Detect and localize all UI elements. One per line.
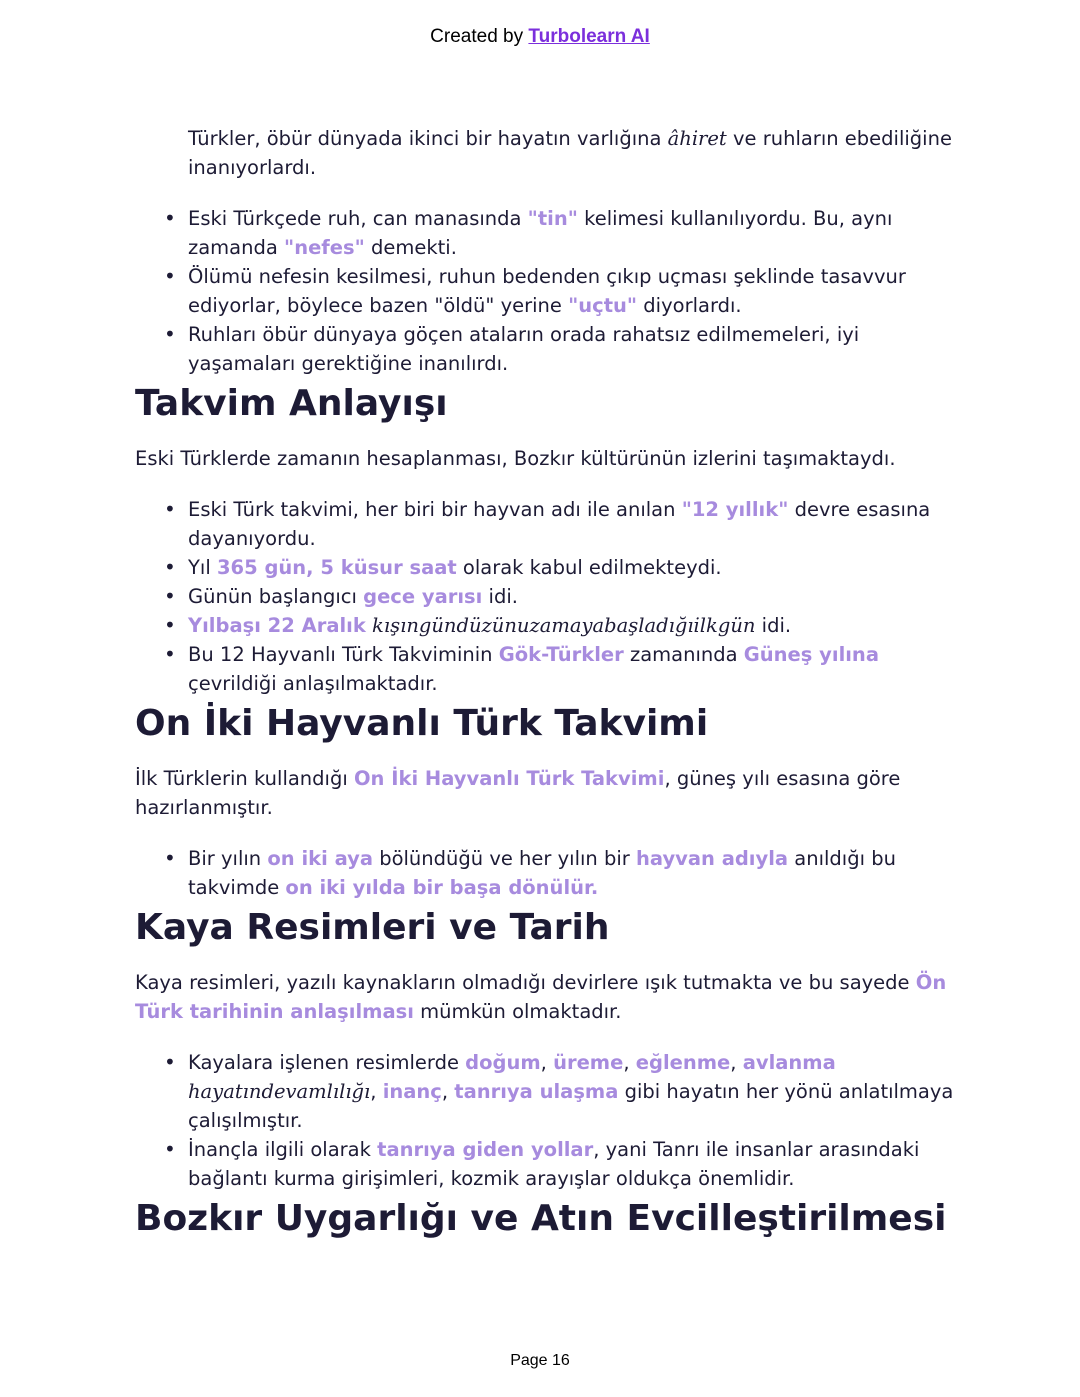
document-content: [135, 124, 955, 1259]
list-item: • Kayalara işlenen resimlerde doğum, üreme, eğlenme, avlanma hayatındevamlılığı, inanç, tanrıya ulaşma gibi hayatın her yönü anlatılmaya çalışılmıştır.: [188, 1048, 955, 1135]
list-item: • Eski Türk takvimi, her biri bir hayvan adı ile anılan "12 yıllık" devre esasına dayanıyordu.: [188, 495, 955, 553]
section-heading: Takvim Anlayışı: [135, 383, 448, 424]
section-heading: Kaya Resimleri ve Tarih: [135, 907, 610, 948]
highlight: 365 gün, 5 küsur saat: [216, 556, 457, 579]
section-paragraph: İlk Türklerin kullandığı On İki Hayvanlı Türk Takvimi, güneş yılı esasına göre hazırlanmıştır.: [135, 767, 901, 819]
section-list: [135, 495, 955, 698]
highlight: hayvan adıyla: [636, 847, 789, 870]
section-list: [135, 844, 955, 902]
list-item: • Günün başlangıcı gece yarısı idi.: [188, 582, 955, 611]
math-term: hayatındevamlılığı: [188, 1080, 371, 1103]
highlight: On İki Hayvanlı Türk Takvimi: [353, 767, 665, 790]
section-heading: On İki Hayvanlı Türk Takvimi: [135, 703, 709, 744]
highlight: tanrıya ulaşma: [454, 1080, 619, 1103]
turbolearn-link[interactable]: Turbolearn AI: [528, 26, 650, 47]
list-item: • İnançla ilgili olarak tanrıya giden yollar, yani Tanrı ile insanlar arasındaki bağlantı kurma girişimleri, kozmik arayışlar oldukça önemlidir.: [188, 1135, 955, 1193]
math-term: âhiret: [667, 127, 727, 150]
list-item: • Yılbaşı 22 Aralık kışıngündüzünuzamayabaşladığıilkgün idi.: [188, 611, 955, 640]
list-item: • Yıl 365 gün, 5 küsur saat olarak kabul edilmekteydi.: [188, 553, 955, 582]
section-list: [135, 1048, 955, 1193]
highlight: inanç: [382, 1080, 442, 1103]
highlight: "tin": [527, 207, 578, 230]
highlight: üreme: [553, 1051, 624, 1074]
page-header: [0, 26, 1080, 48]
section-heading: Bozkır Uygarlığı ve Atın Evcilleştirilmesi: [135, 1198, 947, 1239]
section-paragraph: Kaya resimleri, yazılı kaynakların olmadığı devirlere ışık tutmakta ve bu sayede Ön Türk tarihinin anlaşılması mümkün olmaktadır.: [135, 971, 947, 1023]
highlight: Ön Türk tarihinin anlaşılması: [135, 971, 947, 1023]
highlight: avlanma: [742, 1051, 836, 1074]
intro-list: [135, 204, 955, 378]
highlight: "uçtu": [568, 294, 638, 317]
list-item: • Eski Türkçede ruh, can manasında "tin" kelimesi kullanılıyordu. Bu, aynı zamanda "nefes" demekti.: [188, 204, 955, 262]
highlight: on iki aya: [267, 847, 373, 870]
intro-paragraph: Türkler, öbür dünyada ikinci bir hayatın varlığına âhiret ve ruhların ebediliğine inanıyorlardı.: [188, 127, 952, 179]
list-item: • Bir yılın on iki aya bölündüğü ve her yılın bir hayvan adıyla anıldığı bu takvimde on iki yılda bir başa dönülür.: [188, 844, 955, 902]
highlight: gece yarısı: [363, 585, 483, 608]
list-item: • Ruhları öbür dünyaya göçen ataların orada rahatsız edilmemeleri, iyi yaşamaları gerektiğine inanılırdı.: [188, 320, 955, 378]
highlight: on iki yılda bir başa dönülür.: [285, 876, 599, 899]
highlight: "12 yıllık": [681, 498, 789, 521]
highlight: Güneş yılına: [743, 643, 879, 666]
highlight: tanrıya giden yollar: [377, 1138, 594, 1161]
highlight: eğlenme: [635, 1051, 731, 1074]
page-number: Page 16: [510, 1352, 570, 1369]
header-prefix: Created by: [430, 26, 524, 47]
list-item: • Ölümü nefesin kesilmesi, ruhun bedenden çıkıp uçması şeklinde tasavvur ediyorlar, böylece bazen "öldü" yerine "uçtu" diyorlardı.: [188, 262, 955, 320]
section-paragraph: Eski Türklerde zamanın hesaplanması, Bozkır kültürünün izlerini taşımaktaydı.: [135, 447, 896, 470]
list-item: • Bu 12 Hayvanlı Türk Takviminin Gök-Türkler zamanında Güneş yılına çevrildiği anlaşılmaktadır.: [188, 640, 955, 698]
highlight: "nefes": [284, 236, 365, 259]
highlight: Yılbaşı 22 Aralık: [188, 614, 366, 637]
highlight: doğum: [465, 1051, 541, 1074]
math-term: kışıngündüzünuzamayabaşladığıilkgün: [372, 614, 756, 637]
highlight: Gök-Türkler: [498, 643, 624, 666]
